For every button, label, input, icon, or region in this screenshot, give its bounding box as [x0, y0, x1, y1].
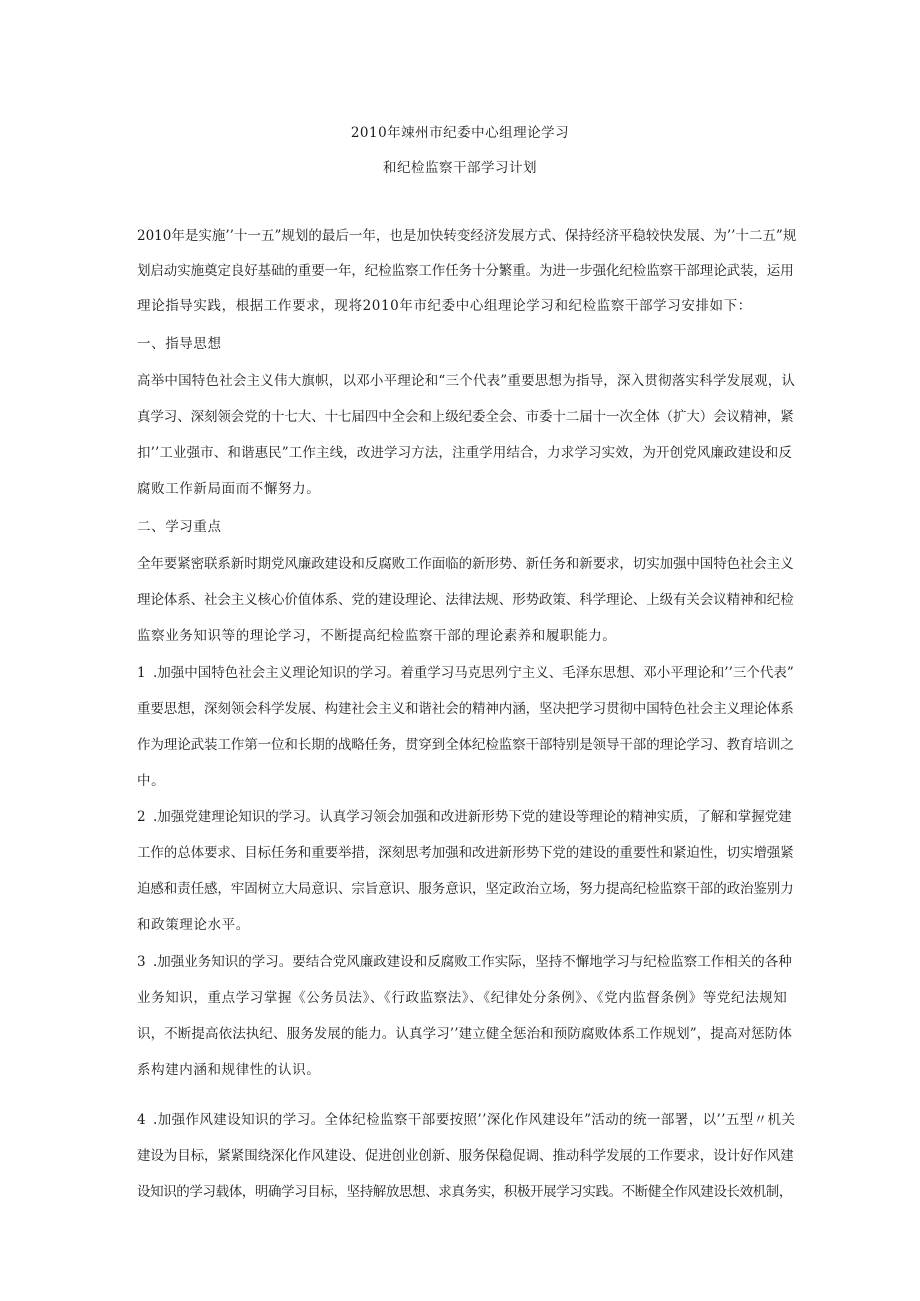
item-3-line: 业务知识，重点学习掌握《公务员法》、《行政监察法》、《纪律处分条例》、《党内监督条例》等党纪法规知 [137, 990, 788, 1006]
item-4-line: 建设为目标，紧紧围绕深化作风建设、促进创业创新、服务保稳促调、推动科学发展的工作要求，设计好作风建 [137, 1148, 794, 1164]
item-3-line: 系构建内涵和规律性的认识。 [137, 1062, 321, 1078]
item-number: 2 [137, 809, 146, 825]
item-number: 1 [137, 665, 146, 681]
item-3-first-line [137, 953, 792, 971]
item-1-line: 中。 [137, 773, 166, 789]
section-heading-study-focus: 二、学习重点 [137, 519, 222, 535]
item-text: .加强中国特色社会主义理论知识的学习。着重学习马克思列宁主义、毛泽东思想、邓小平理论和’’三个代表” [153, 665, 794, 681]
item-4-line: 设知识的学习载体，明确学习目标，坚持解放思想、求真务实，积极开展学习实践。不断健全作风建设长效机制， [137, 1184, 792, 1200]
document-title-line1: 2010年竦州市纪委中心组理论学习 [350, 125, 570, 141]
section2-line: 理论体系、社会主义核心价值体系、党的建设理论、法律法规、形势政策、科学理论、上级有关会议精神和纪检 [137, 592, 794, 608]
item-1-first-line [137, 664, 794, 682]
item-1-line: 重要思想，深刻领会科学发展、构建社会主义和谐社会的精神内涵，坚决把学习贯彻中国特色社会主义理论体系 [137, 701, 794, 717]
section2-line: 监察业务知识等的理论学习，不断提高纪检监察干部的理论素养和履职能力。 [137, 628, 617, 644]
item-4-first-line [137, 1111, 795, 1129]
section1-line: 扣’’工业强市、和谐惠民”工作主线，改进学习方法，注重学用结合，力求学习实效，为开创党风廉政建设和反 [137, 445, 792, 461]
item-number: 3 [137, 954, 146, 970]
item-3-line: 识，不断提高依法执纪、服务发展的能力。认真学习’’建立健全惩治和预防腐败体系工作规划”，提高对惩防体 [137, 1026, 792, 1042]
item-2-first-line [137, 808, 792, 826]
section1-line: 高举中国特色社会主义伟大旗帜，以邓小平理论和“三个代表”重要思想为指导，深入贯彻落实科学发展观，认 [137, 373, 796, 389]
item-2-line: 和政策理论水平。 [137, 917, 250, 933]
intro-line: 2010年是实施’’十一五”规划的最后一年，也是加快转变经济发展方式、保持经济平稳较快发展、为’’十二五”规 [137, 228, 797, 244]
section2-line: 全年要紧密联系新时期党风廉政建设和反腐败工作面临的新形势、新任务和新要求，切实加强中国特色社会主义 [137, 556, 794, 572]
item-text: .加强作风建设知识的学习。全体纪检监察干部要按照’’深化作风建设年”活动的统一部署，以’’五型〃机关 [153, 1112, 796, 1128]
intro-line: 划启动实施奠定良好基础的重要一年，纪检监察工作任务十分繁重。为进一步强化纪检监察干部理论武装，运用 [137, 263, 794, 279]
item-text: .加强业务知识的学习。要结合党风廉政建设和反腐败工作实际，坚持不懈地学习与纪检监察工作相关的各种 [153, 954, 792, 970]
section1-line: 真学习、深刻领会党的十七大、十七届四中全会和上级纪委全会、市委十二届十一次全体（扩大）会议精神，紧 [137, 409, 794, 425]
section1-line: 腐败工作新局面而不懈努力。 [137, 481, 321, 497]
item-number: 4 [137, 1112, 146, 1128]
item-2-line: 工作的总体要求、目标任务和重要举措，深刻思考加强和改进新形势下党的建设的重要性和紧迫性，切实增强紧 [137, 845, 794, 861]
item-2-line: 迫感和责任感，牢固树立大局意识、宗旨意识、服务意识，坚定政治立场，努力提高纪检监察干部的政治鉴别力 [137, 881, 794, 897]
intro-line: 理论指导实践，根据工作要求，现将2010年市纪委中心组理论学习和纪检监察干部学习安排如下： [137, 298, 752, 314]
item-text: .加强党建理论知识的学习。认真学习领会加强和改进新形势下党的建设等理论的精神实质，了解和掌握党建 [153, 809, 792, 825]
document-title-line2: 和纪检监察干部学习计划 [383, 160, 537, 176]
item-1-line: 作为理论武装工作第一位和长期的战略任务，贯穿到全体纪检监察干部特别是领导干部的理论学习、教育培训之 [137, 737, 794, 753]
section-heading-guiding-thought: 一、指导思想 [137, 336, 222, 352]
